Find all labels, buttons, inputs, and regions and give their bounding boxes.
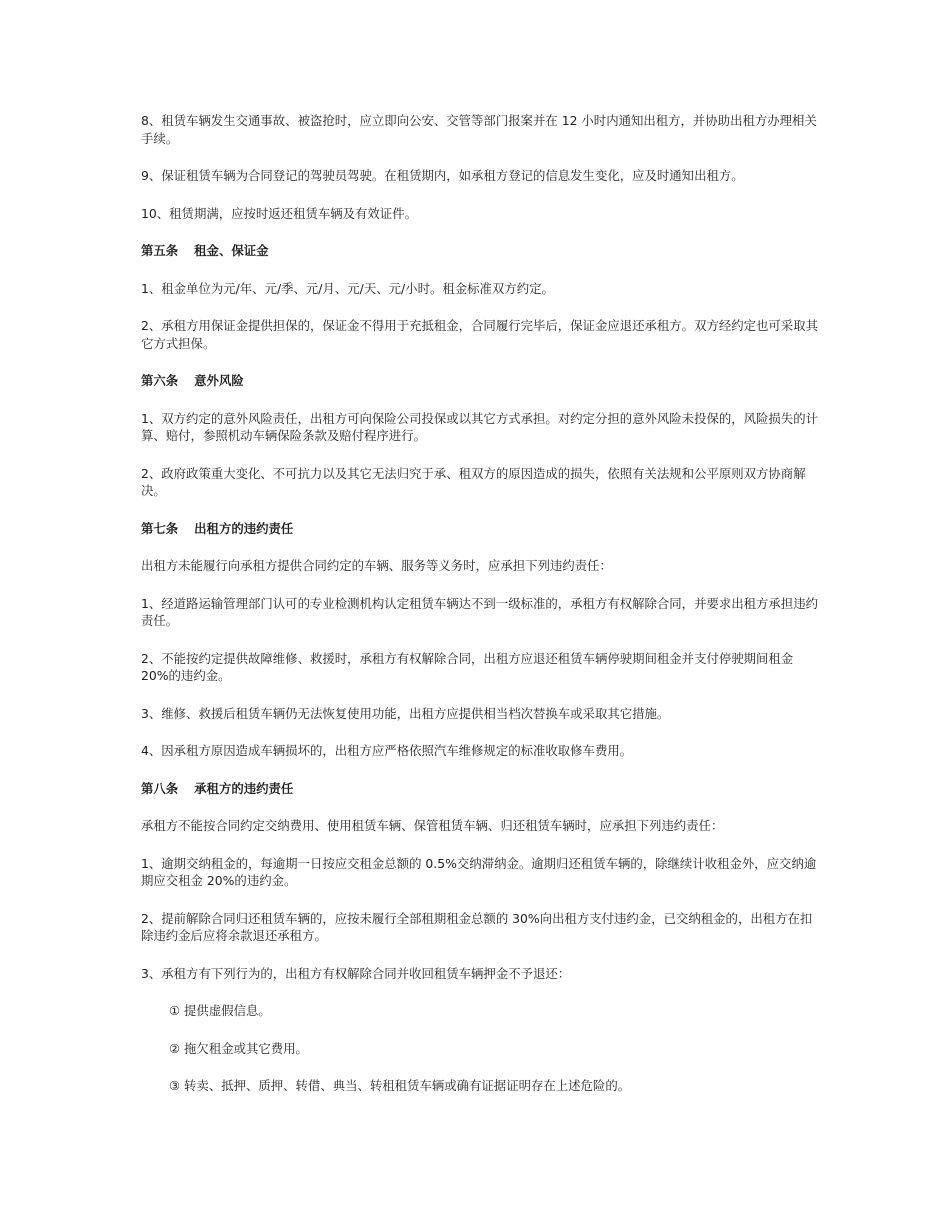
article-7-clause-4: 4、因承租方原因造成车辆损坏的，出租方应严格依照汽车维修规定的标准收取修车费用。: [141, 743, 633, 758]
article-7-clause-1: 1、经道路运输管理部门认可的专业检测机构认定租赁车辆达不到一级标准的，承租方有权解除合同，并要求出租方承担违约责任。: [141, 595, 818, 628]
clause-9: 9、保证租赁车辆为合同登记的驾驶员驾驶。在租赁期内，如承租方登记的信息发生变化，应及时通知出租方。: [141, 168, 744, 183]
article-8-subitem-1: ① 提供虚假信息。: [169, 1003, 271, 1018]
article-8-subitem-2: ② 拖欠租金或其它费用。: [169, 1040, 308, 1056]
article-5-title: 租金、保证金: [194, 243, 269, 258]
article-8-heading: [141, 780, 818, 798]
article-6-number: 第六条: [141, 373, 179, 388]
article-8-clause-3: 3、承租方有下列行为的，出租方有权解除合同并收回租赁车辆押金不予退还：: [141, 965, 571, 981]
article-6-heading: [141, 372, 818, 390]
article-5-clause-1: 1、租金单位为元/年、元/季、元/月、元/天、元/小时。租金标准双方约定。: [141, 280, 554, 296]
article-7-heading: [141, 520, 818, 538]
article-7-title: 出租方的违约责任: [194, 520, 294, 536]
article-6-clause-2: 2、政府政策重大变化、不可抗力以及其它无法归究于承、租双方的原因造成的损失，依照有关法规和公平原则双方协商解决。: [141, 465, 806, 498]
clause-10: 10、租赁期满，应按时返还租赁车辆及有效证件。: [141, 205, 417, 221]
article-8-clause-1: 1、逾期交纳租金的，每逾期一日按应交租金总额的 0.5%交纳滞纳金。逾期归还租赁车辆的，除继续计收租金外，应交纳逾期应交租金 20%的违约金。: [141, 855, 817, 888]
article-8-title: 承租方的违约责任: [194, 780, 294, 796]
article-8-subitem-3: ③ 转卖、抵押、质押、转借、典当、转租租赁车辆或确有证据证明存在上述危险的。: [169, 1078, 631, 1093]
article-7-clause-3: 3、维修、救援后租赁车辆仍无法恢复使用功能，出租方应提供相当档次替换车或采取其它措施。: [141, 705, 670, 721]
article-5-number: 第五条: [141, 243, 179, 258]
article-8-number: 第八条: [141, 780, 179, 796]
article-7-number: 第七条: [141, 520, 179, 536]
article-7-clause-2: 2、不能按约定提供故障维修、救援时，承租方有权解除合同，出租方应退还租赁车辆停驶期间租金并支付停驶期间租金 20%的违约金。: [141, 650, 794, 683]
article-8-clause-2: 2、提前解除合同归还租赁车辆的，应按未履行全部租期租金总额的 30%向出租方支付违约金，已交纳租金的，出租方在扣除违约金后应将余款退还承租方。: [141, 910, 813, 943]
article-5-heading: [141, 242, 818, 260]
article-7-intro: 出租方未能履行向承租方提供合同约定的车辆、服务等义务时，应承担下列违约责任：: [141, 558, 612, 573]
article-6-clause-1: 1、双方约定的意外风险责任，出租方可向保险公司投保或以其它方式承担。对约定分担的意外风险未投保的，风险损失的计算、赔付，参照机动车辆保险条款及赔付程序进行。: [141, 410, 818, 443]
article-5-clause-2: 2、承租方用保证金提供担保的，保证金不得用于充抵租金，合同履行完毕后，保证金应退还承租方。双方经约定也可采取其它方式担保。: [141, 318, 818, 351]
article-6-title: 意外风险: [194, 373, 244, 388]
article-8-intro: 承租方不能按合同约定交纳费用、使用租赁车辆、保管租赁车辆、归还租赁车辆时，应承担下列违约责任：: [141, 818, 724, 833]
clause-8: 8、租赁车辆发生交通事故、被盗抢时，应立即向公安、交管等部门报案并在 12 小时内通知出租方，并协助出租方办理相关手续。: [141, 113, 817, 146]
